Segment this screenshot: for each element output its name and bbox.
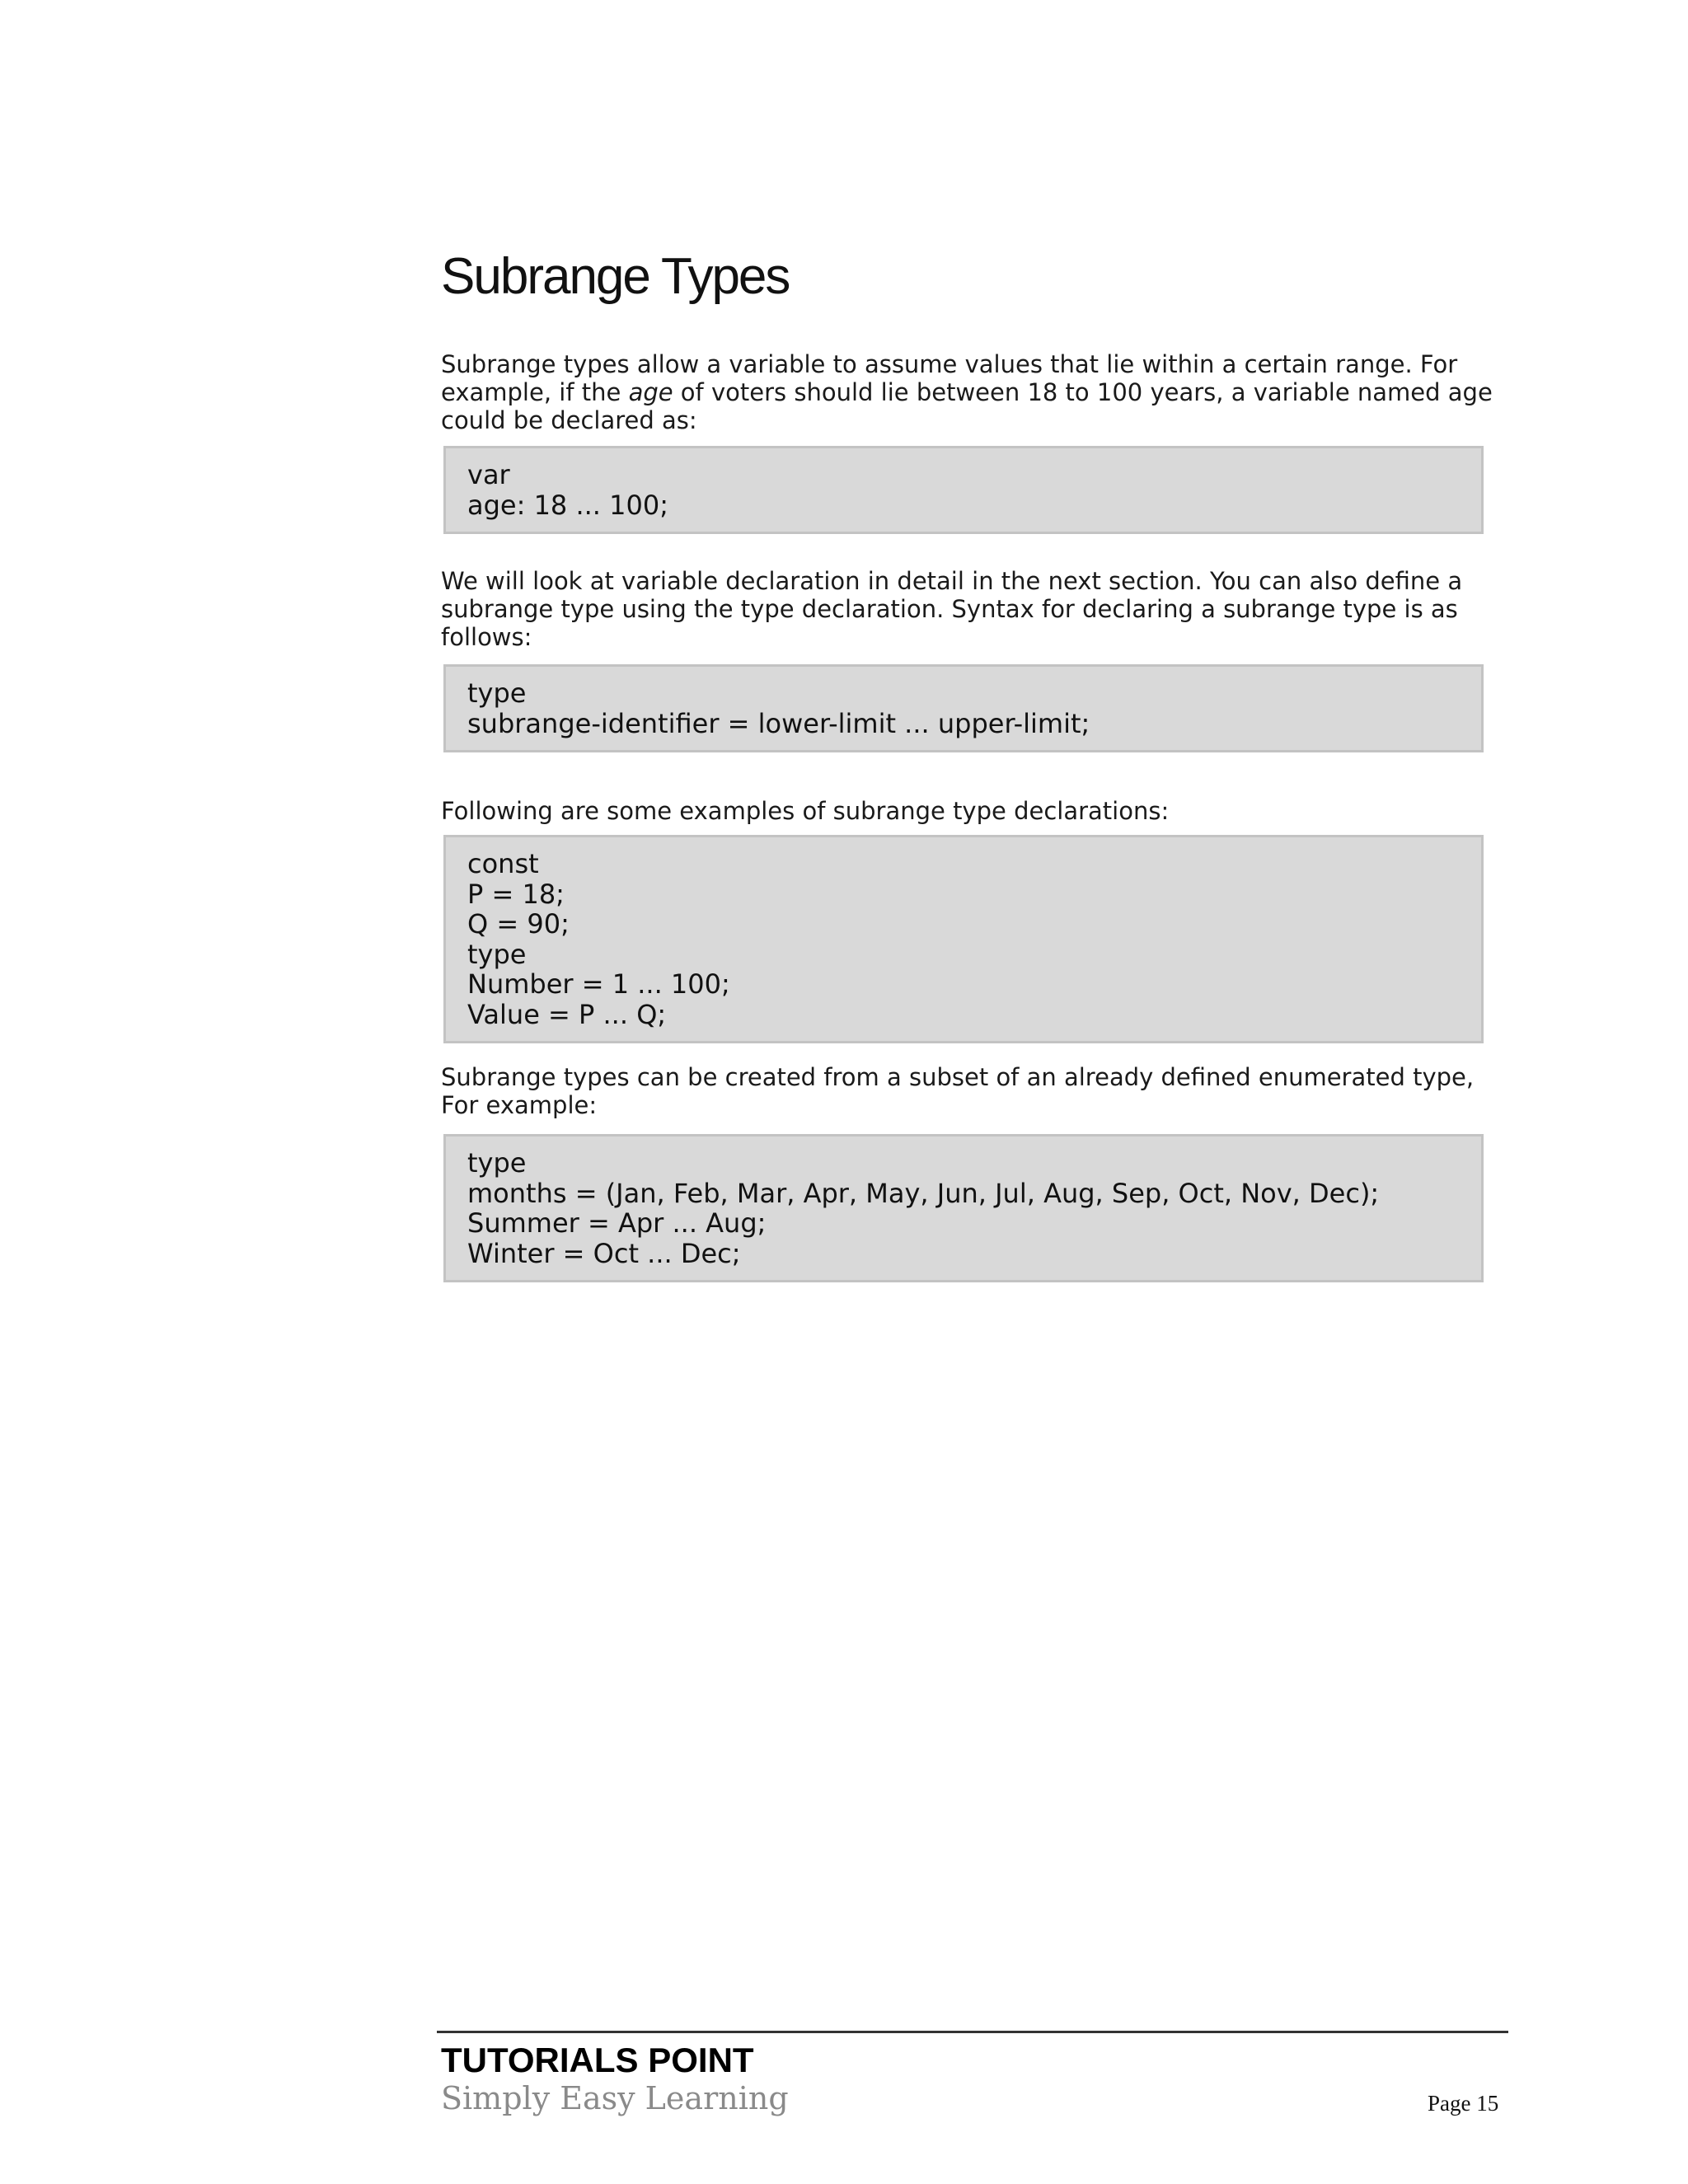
code-block-var-age — [443, 446, 1484, 534]
code-line: var — [467, 459, 510, 490]
footer-divider — [437, 2031, 1508, 2033]
code-line: type — [467, 1147, 527, 1179]
code-line: months = (Jan, Feb, Mar, Apr, May, Jun, Jul, Aug, Sep, Oct, Nov, Dec); — [467, 1177, 1380, 1209]
code-line: type — [467, 677, 527, 709]
intro-text-start: Subrange types allow a variable to assume values that lie within a certain range. For example, if the — [441, 350, 1458, 406]
code-line: age: 18 ... 100; — [467, 489, 668, 521]
page-number: Page 15 — [1428, 2091, 1499, 2116]
code-line: subrange-identifier = lower-limit ... upper-limit; — [467, 707, 1090, 739]
examples-intro-paragraph: Following are some examples of subrange type declarations: — [441, 797, 1170, 825]
code-line: Summer = Apr ... Aug; — [467, 1207, 767, 1239]
code-block-examples — [443, 835, 1484, 1043]
footer-tagline: Simply Easy Learning — [441, 2080, 789, 2116]
code-block-type-syntax — [443, 664, 1484, 752]
intro-emphasis: age — [628, 378, 673, 406]
code-line: P = 18; — [467, 878, 565, 910]
code-line: const — [467, 848, 539, 879]
code-block-months — [443, 1134, 1484, 1282]
intro-paragraph — [441, 350, 1496, 434]
code-line: Value = P ... Q; — [467, 998, 667, 1030]
code-line: Q = 90; — [467, 908, 570, 940]
code-line: Winter = Oct ... Dec; — [467, 1237, 741, 1269]
intro-text-end: of voters should lie between 18 to 100 years, a variable named age could be declared as: — [441, 378, 1493, 434]
code-line: Number = 1 ... 100; — [467, 968, 730, 1000]
declaration-paragraph: We will look at variable declaration in detail in the next section. You can also define a subrange type using the type declaration. Syntax for declaring a subrange type is as follows: — [441, 567, 1463, 651]
code-line: type — [467, 938, 527, 970]
page-title: Subrange Types — [441, 248, 790, 305]
footer-brand: TUTORIALS POINT — [441, 2041, 754, 2079]
enumerated-paragraph: Subrange types can be created from a subset of an already defined enumerated type, For example: — [441, 1063, 1475, 1119]
